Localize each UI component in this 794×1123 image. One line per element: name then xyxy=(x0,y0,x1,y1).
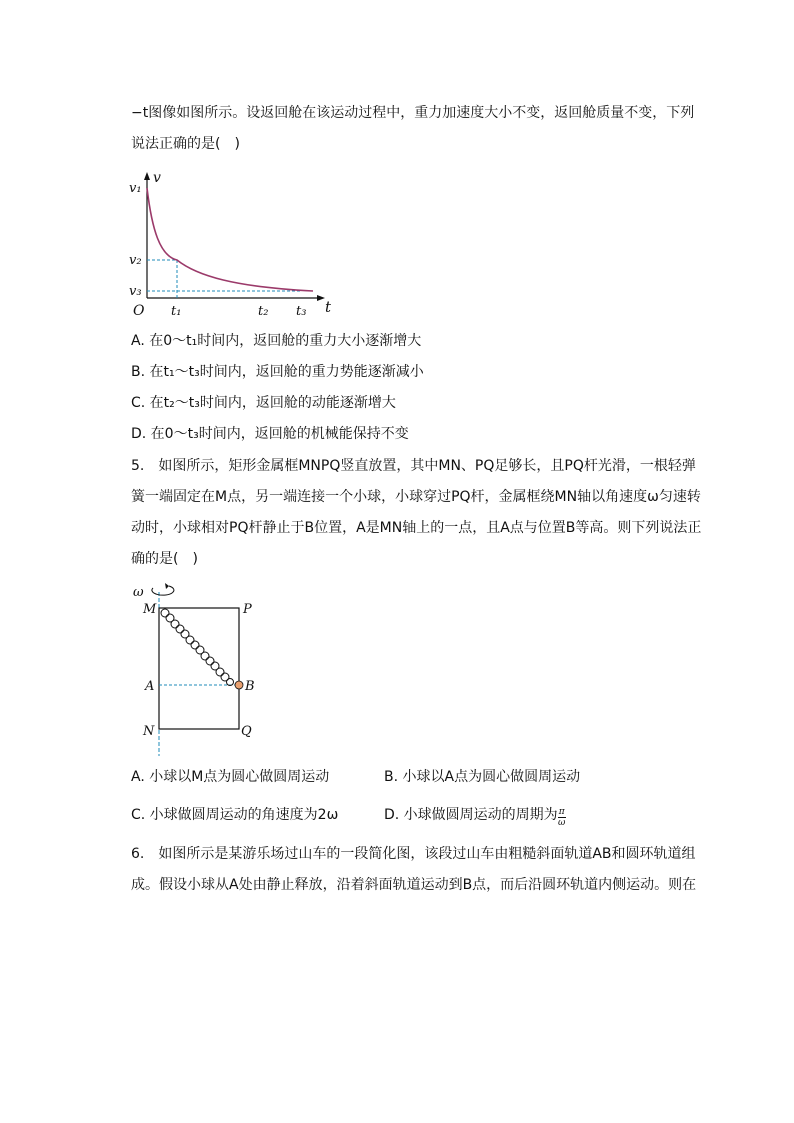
t2-label: t₂ xyxy=(258,304,269,319)
a-label: A xyxy=(145,679,155,694)
q4-text-line-2: 说法正确的是( ) xyxy=(131,136,240,152)
spring xyxy=(161,609,234,686)
p-label: P xyxy=(243,602,252,617)
q4-option-d: D. 在0～t₃时间内，返回舱的机械能保持不变 xyxy=(131,426,409,442)
v-axis-arrow xyxy=(144,172,150,180)
fraction-numerator: π xyxy=(558,807,565,817)
q5-text-line-2: 簧一端固定在M点，另一端连接一个小球，小球穿过PQ杆，金属框绕MN轴以角速度ω匀速转 xyxy=(131,489,701,505)
rotation-arrowhead xyxy=(165,583,169,589)
t-axis-label: t xyxy=(325,298,332,316)
metal-frame xyxy=(159,608,239,729)
v1-label: v₁ xyxy=(129,181,142,196)
t1-label: t₁ xyxy=(171,304,182,319)
q5-text-line-1: 5. 如图所示，矩形金属框MNPQ竖直放置，其中MN、PQ足够长，且PQ杆光滑，一根轻弹 xyxy=(131,458,696,474)
q5-option-b: B. 小球以A点为圆心做圆周运动 xyxy=(384,769,581,785)
omega-label: ω xyxy=(133,585,144,600)
q-label: Q xyxy=(241,724,252,739)
v2-label: v₂ xyxy=(129,253,142,268)
q5-option-d xyxy=(384,805,566,828)
q5-text-line-3: 动时，小球相对PQ杆静止于B位置，A是MN轴上的一点，且A点与位置B等高。则下列说法正 xyxy=(131,520,702,536)
rotating-frame-figure xyxy=(125,578,275,758)
v-axis-label: v xyxy=(153,170,161,186)
q5-option-d-text: D. 小球做圆周运动的周期为 xyxy=(384,807,558,823)
t3-label: t₃ xyxy=(296,304,307,319)
period-fraction xyxy=(558,807,566,828)
rotation-arrow-icon xyxy=(152,586,174,595)
origin-label: O xyxy=(133,303,145,319)
q4-option-b: B. 在t₁～t₃时间内，返回舱的重力势能逐渐减小 xyxy=(131,364,424,380)
b-label: B xyxy=(245,679,255,694)
q6-text-line-2: 成。假设小球从A处由静止释放，沿着斜面轨道运动到B点，而后沿圆环轨道内侧运动。则在 xyxy=(131,877,697,893)
fraction-denominator: ω xyxy=(557,818,566,828)
ball xyxy=(235,681,243,689)
q4-option-a: A. 在0～t₁时间内，返回舱的重力大小逐渐增大 xyxy=(131,333,422,349)
q6-text-line-1: 6. 如图所示是某游乐场过山车的一段简化图，该段过山车由粗糙斜面轨道AB和圆环轨道组 xyxy=(131,846,696,862)
q4-text-line-1: −t图像如图所示。设返回舱在该运动过程中，重力加速度大小不变，返回舱质量不变，下列 xyxy=(131,105,695,121)
q5-text-line-4: 确的是( ) xyxy=(131,551,198,567)
q4-option-c: C. 在t₂～t₃时间内，返回舱的动能逐渐增大 xyxy=(131,395,396,411)
m-label: M xyxy=(143,602,157,617)
n-label: N xyxy=(143,724,155,739)
velocity-curve xyxy=(147,188,313,291)
q5-option-c: C. 小球做圆周运动的角速度为2ω xyxy=(131,807,339,823)
v3-label: v₃ xyxy=(129,284,142,299)
vt-graph xyxy=(125,170,345,320)
t-axis-arrow xyxy=(317,295,325,301)
q5-option-a: A. 小球以M点为圆心做圆周运动 xyxy=(131,769,330,785)
